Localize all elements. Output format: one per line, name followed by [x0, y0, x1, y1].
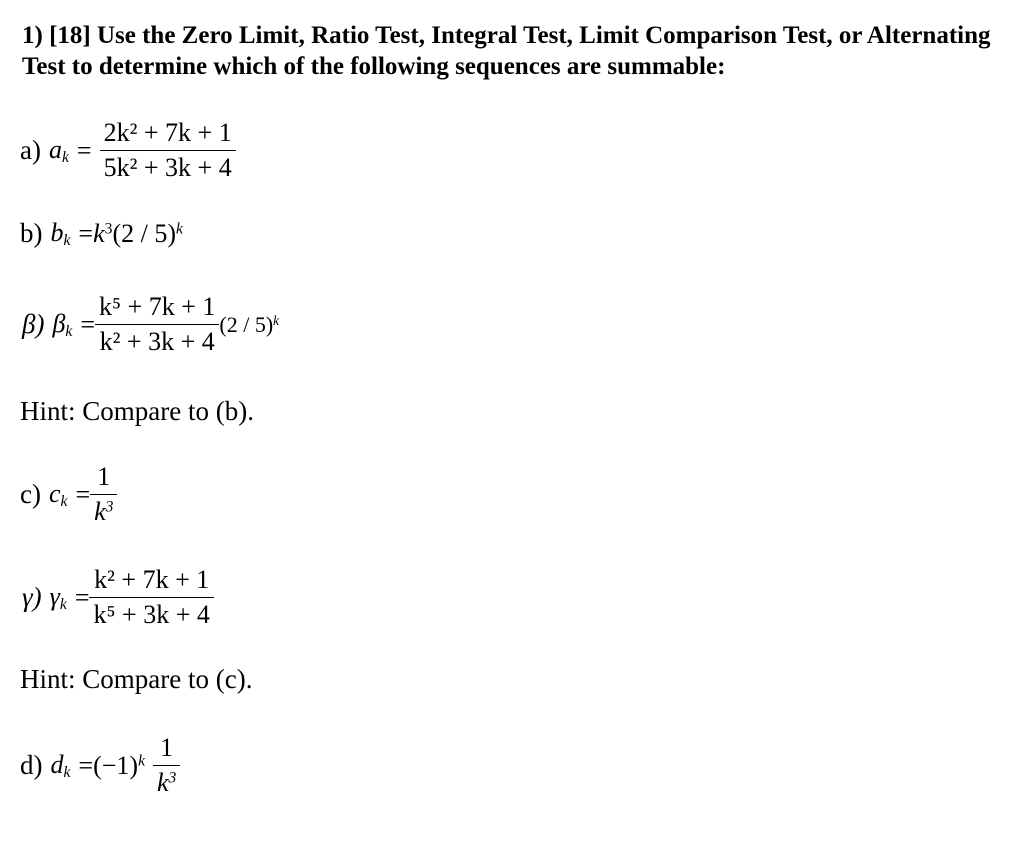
- part-a-variable: $a_k$: [48, 134, 69, 166]
- part-b-expression: $k^3(2 / 5)^k$: [93, 218, 183, 248]
- part-d-equals: =: [78, 750, 94, 780]
- part-gamma-equals: =: [74, 582, 90, 612]
- part-c-label: c): [20, 479, 41, 509]
- part-c-fraction: [90, 462, 117, 527]
- part-c: [20, 462, 117, 527]
- part-d-sign-term: $(-1)^k$: [93, 750, 145, 780]
- part-beta-variable: $\beta_k$: [52, 308, 73, 340]
- part-beta-factor: (2 / 5)$^k$: [219, 311, 280, 337]
- part-gamma-variable: $\gamma_k$: [49, 581, 67, 613]
- part-d: [20, 733, 180, 798]
- part-beta: [22, 292, 279, 357]
- part-c-denominator: $k^3$: [94, 497, 114, 526]
- part-gamma: [22, 565, 214, 630]
- part-c-variable: $c_k$: [48, 478, 68, 510]
- part-a-fraction: [100, 118, 236, 183]
- part-d-variable: $d_k$: [50, 749, 71, 781]
- question-heading: 1) [18] Use the Zero Limit, Ratio Test, Integral Test, Limit Comparison Test, or Alternating Test to determine which of the following sequences are summable:: [22, 22, 991, 80]
- part-d-label: d): [20, 750, 43, 780]
- part-b-equals: =: [78, 218, 94, 248]
- part-d-fraction: [153, 733, 180, 798]
- part-beta-equals: =: [80, 309, 95, 339]
- part-beta-denominator: k² + 3k + 4: [99, 327, 215, 356]
- part-c-equals: =: [75, 479, 91, 509]
- part-b-label: b): [20, 218, 43, 249]
- part-a: [20, 118, 236, 183]
- part-gamma-fraction: [89, 565, 213, 630]
- part-b-variable: $b_k$: [50, 218, 71, 249]
- part-gamma-label: γ): [22, 582, 42, 612]
- hint-compare-b: Hint: Compare to (b).: [20, 396, 254, 426]
- part-c-numerator: 1: [90, 462, 117, 495]
- hint-compare-c: Hint: Compare to (c).: [20, 664, 253, 694]
- part-beta-fraction: [95, 292, 219, 357]
- part-a-denominator: 5k² + 3k + 4: [103, 153, 232, 182]
- part-a-label: a): [20, 135, 41, 165]
- part-b: [20, 218, 183, 250]
- part-d-numerator: 1: [153, 733, 180, 766]
- part-gamma-denominator: k⁵ + 3k + 4: [93, 600, 210, 629]
- part-a-numerator: 2k² + 7k + 1: [100, 118, 236, 151]
- part-d-denominator: $k^3$: [157, 768, 177, 797]
- part-a-equals: =: [76, 135, 92, 165]
- part-beta-numerator: k⁵ + 7k + 1: [95, 292, 219, 325]
- part-gamma-numerator: k² + 7k + 1: [89, 565, 213, 598]
- part-beta-label: β): [22, 309, 45, 339]
